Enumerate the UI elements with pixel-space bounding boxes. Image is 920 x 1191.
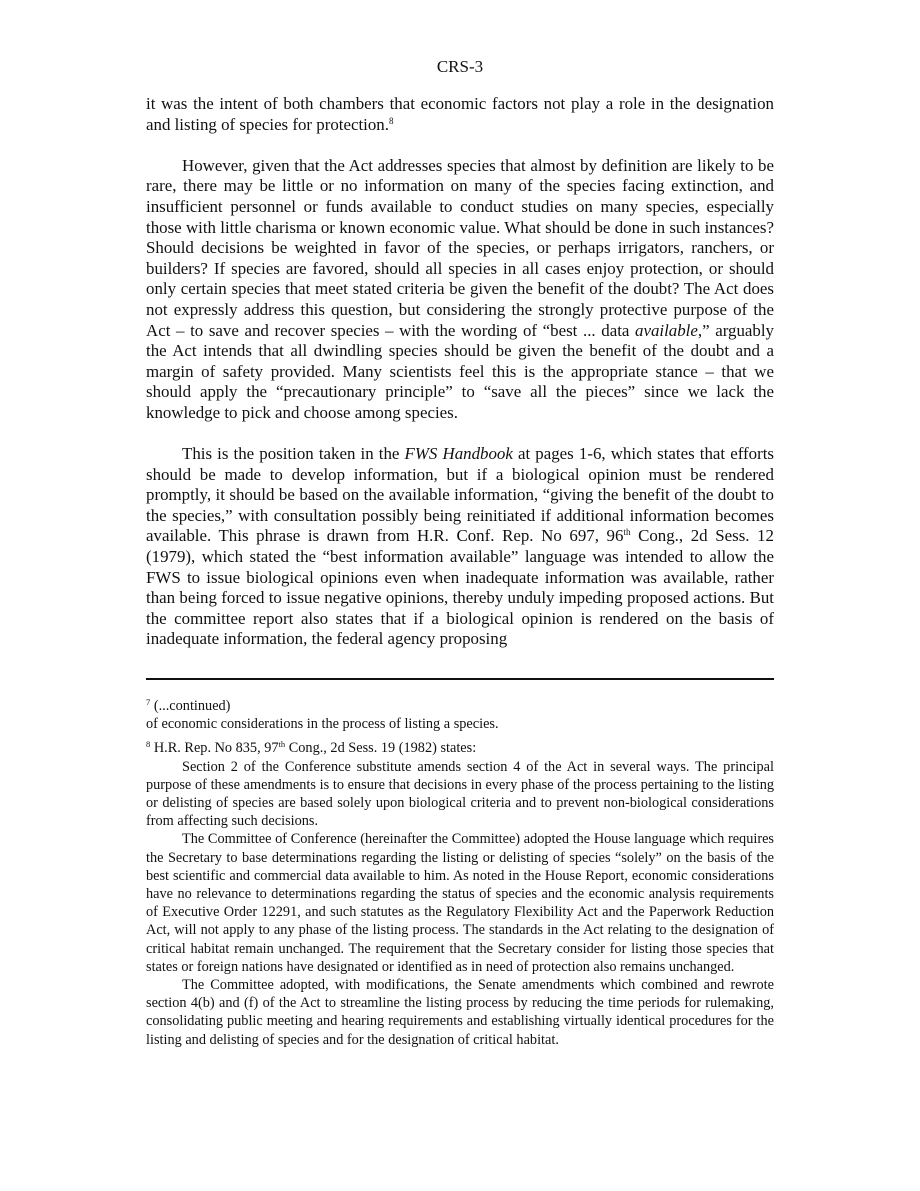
- footnote-8-ordinal: th: [278, 739, 286, 750]
- footnote-7-continued: (...continued): [150, 698, 231, 714]
- footnote-8-para-2: The Committee of Conference (hereinafter the Committee) adopted the House language which requires the Secretary to base determinations regarding the listing or delisting of species “solely” on the basis of the best scientific and commercial data available to him. As noted in the House Report, economic considerations have no relevance to determinations regarding the status of species and the economic analysis requirements of Executive Order 12291, and such statutes as the Regulatory Flexibility Act and the Paperwork Reduction Act, will not apply to any phase of the listing process. The standards in the Act relating to the designation of critical habitat remain unchanged. The requirement that the Secretary consider for listing those species that states or foreign nations have designated or identified as in need of protection also remains unchanged.: [146, 831, 774, 975]
- paragraph-2: [146, 156, 774, 424]
- paragraph-2-text-a: However, given that the Act addresses species that almost by definition are likely to be rare, there may be little or no information on many of the species facing extinction, and insufficient personnel or funds available to conduct studies on many species, especially those with little charisma or known economic value. What should be done in such instances? Should decisions be weighted in favor of the species, or perhaps irrigators, ranchers, or builders? If species are favored, should all species in all cases enjoy protection, or should only certain species that meet stated criteria be given the benefit of the doubt? The Act does not expressly address this question, but considering the strongly protective purpose of the Act – to save and recover species – with the wording of “best ... data: [146, 155, 774, 340]
- footnote-8-intro-a: H.R. Rep. No 835, 97: [150, 740, 279, 757]
- page-header: CRS-3: [436, 57, 484, 76]
- footnote-8: [146, 739, 774, 1048]
- paragraph-1: [146, 94, 774, 135]
- footnote-7-text: of economic considerations in the process of listing a species.: [146, 716, 499, 733]
- paragraph-2-text-b: ,” arguably the Act intends that all dwindling species should be given the benefit of the doubt and a margin of safety provided. Many scientists feel this is the appropriate stance – that we should apply the “precautionary principle” to “save all the pieces” since we lack the knowledge to pick and choose among species.: [146, 320, 774, 422]
- footnote-8-para-3: The Committee adopted, with modifications, the Senate amendments which combined and rewrote section 4(b) and (f) of the Act to streamline the listing process by reducing the time periods for rulemaking, consolidating public meeting and hearing requirements and establishing virtually identical procedures for the listing and delisting of species and for the designation of critical habitat.: [146, 977, 774, 1048]
- footnote-ref-8[interactable]: 8: [388, 115, 394, 126]
- footnote-8-intro-b: Cong., 2d Sess. 19 (1982) states:: [285, 740, 477, 757]
- footnote-8-para-1: Section 2 of the Conference substitute amends section 4 of the Act in several ways. The principal purpose of these amendments is to ensure that decisions in every phase of the process pertaining to the listing or delisting of species are based solely upon biological criteria and to prevent non-biological considerations from affecting such decisions.: [146, 758, 774, 830]
- paragraph-3-text-c: Cong., 2d Sess. 12 (1979), which stated the “best information available” language was intended to allow the FWS to issue biological opinions even when inadequate information was available, rather than being forced to issue negative opinions, thereby unduly impeding proposed actions. But the committee report also states that if a biological opinion is rendered on the basis of inadequate information, the federal agency proposing: [146, 526, 774, 649]
- paragraph-3-ordinal: th: [623, 527, 631, 538]
- footnote-8-mark: 8: [146, 739, 151, 750]
- paragraph-3: [146, 444, 774, 650]
- footnotes: [146, 697, 774, 1055]
- paragraph-1-text: it was the intent of both chambers that economic factors not play a role in the designation and listing of species for protection.: [146, 94, 774, 134]
- footnote-divider: [146, 678, 774, 680]
- paragraph-3-text-a: This is the position taken in the: [182, 444, 405, 464]
- body-text: [146, 94, 774, 671]
- paragraph-3-italic: FWS Handbook: [404, 444, 513, 464]
- paragraph-3-text-b: at pages 1-6, which states that efforts should be made to develop information, but if a biological opinion must be rendered promptly, it should be based on the available information, “giving the benefit of the doubt to the species,” with consultation possibly being reinitiated if additional information becomes available. This phrase is drawn from H.R. Conf. Rep. No 697, 96: [146, 444, 774, 546]
- footnote-7-mark: 7: [146, 697, 151, 707]
- paragraph-2-italic: available: [635, 320, 698, 340]
- footnote-7: [146, 697, 774, 733]
